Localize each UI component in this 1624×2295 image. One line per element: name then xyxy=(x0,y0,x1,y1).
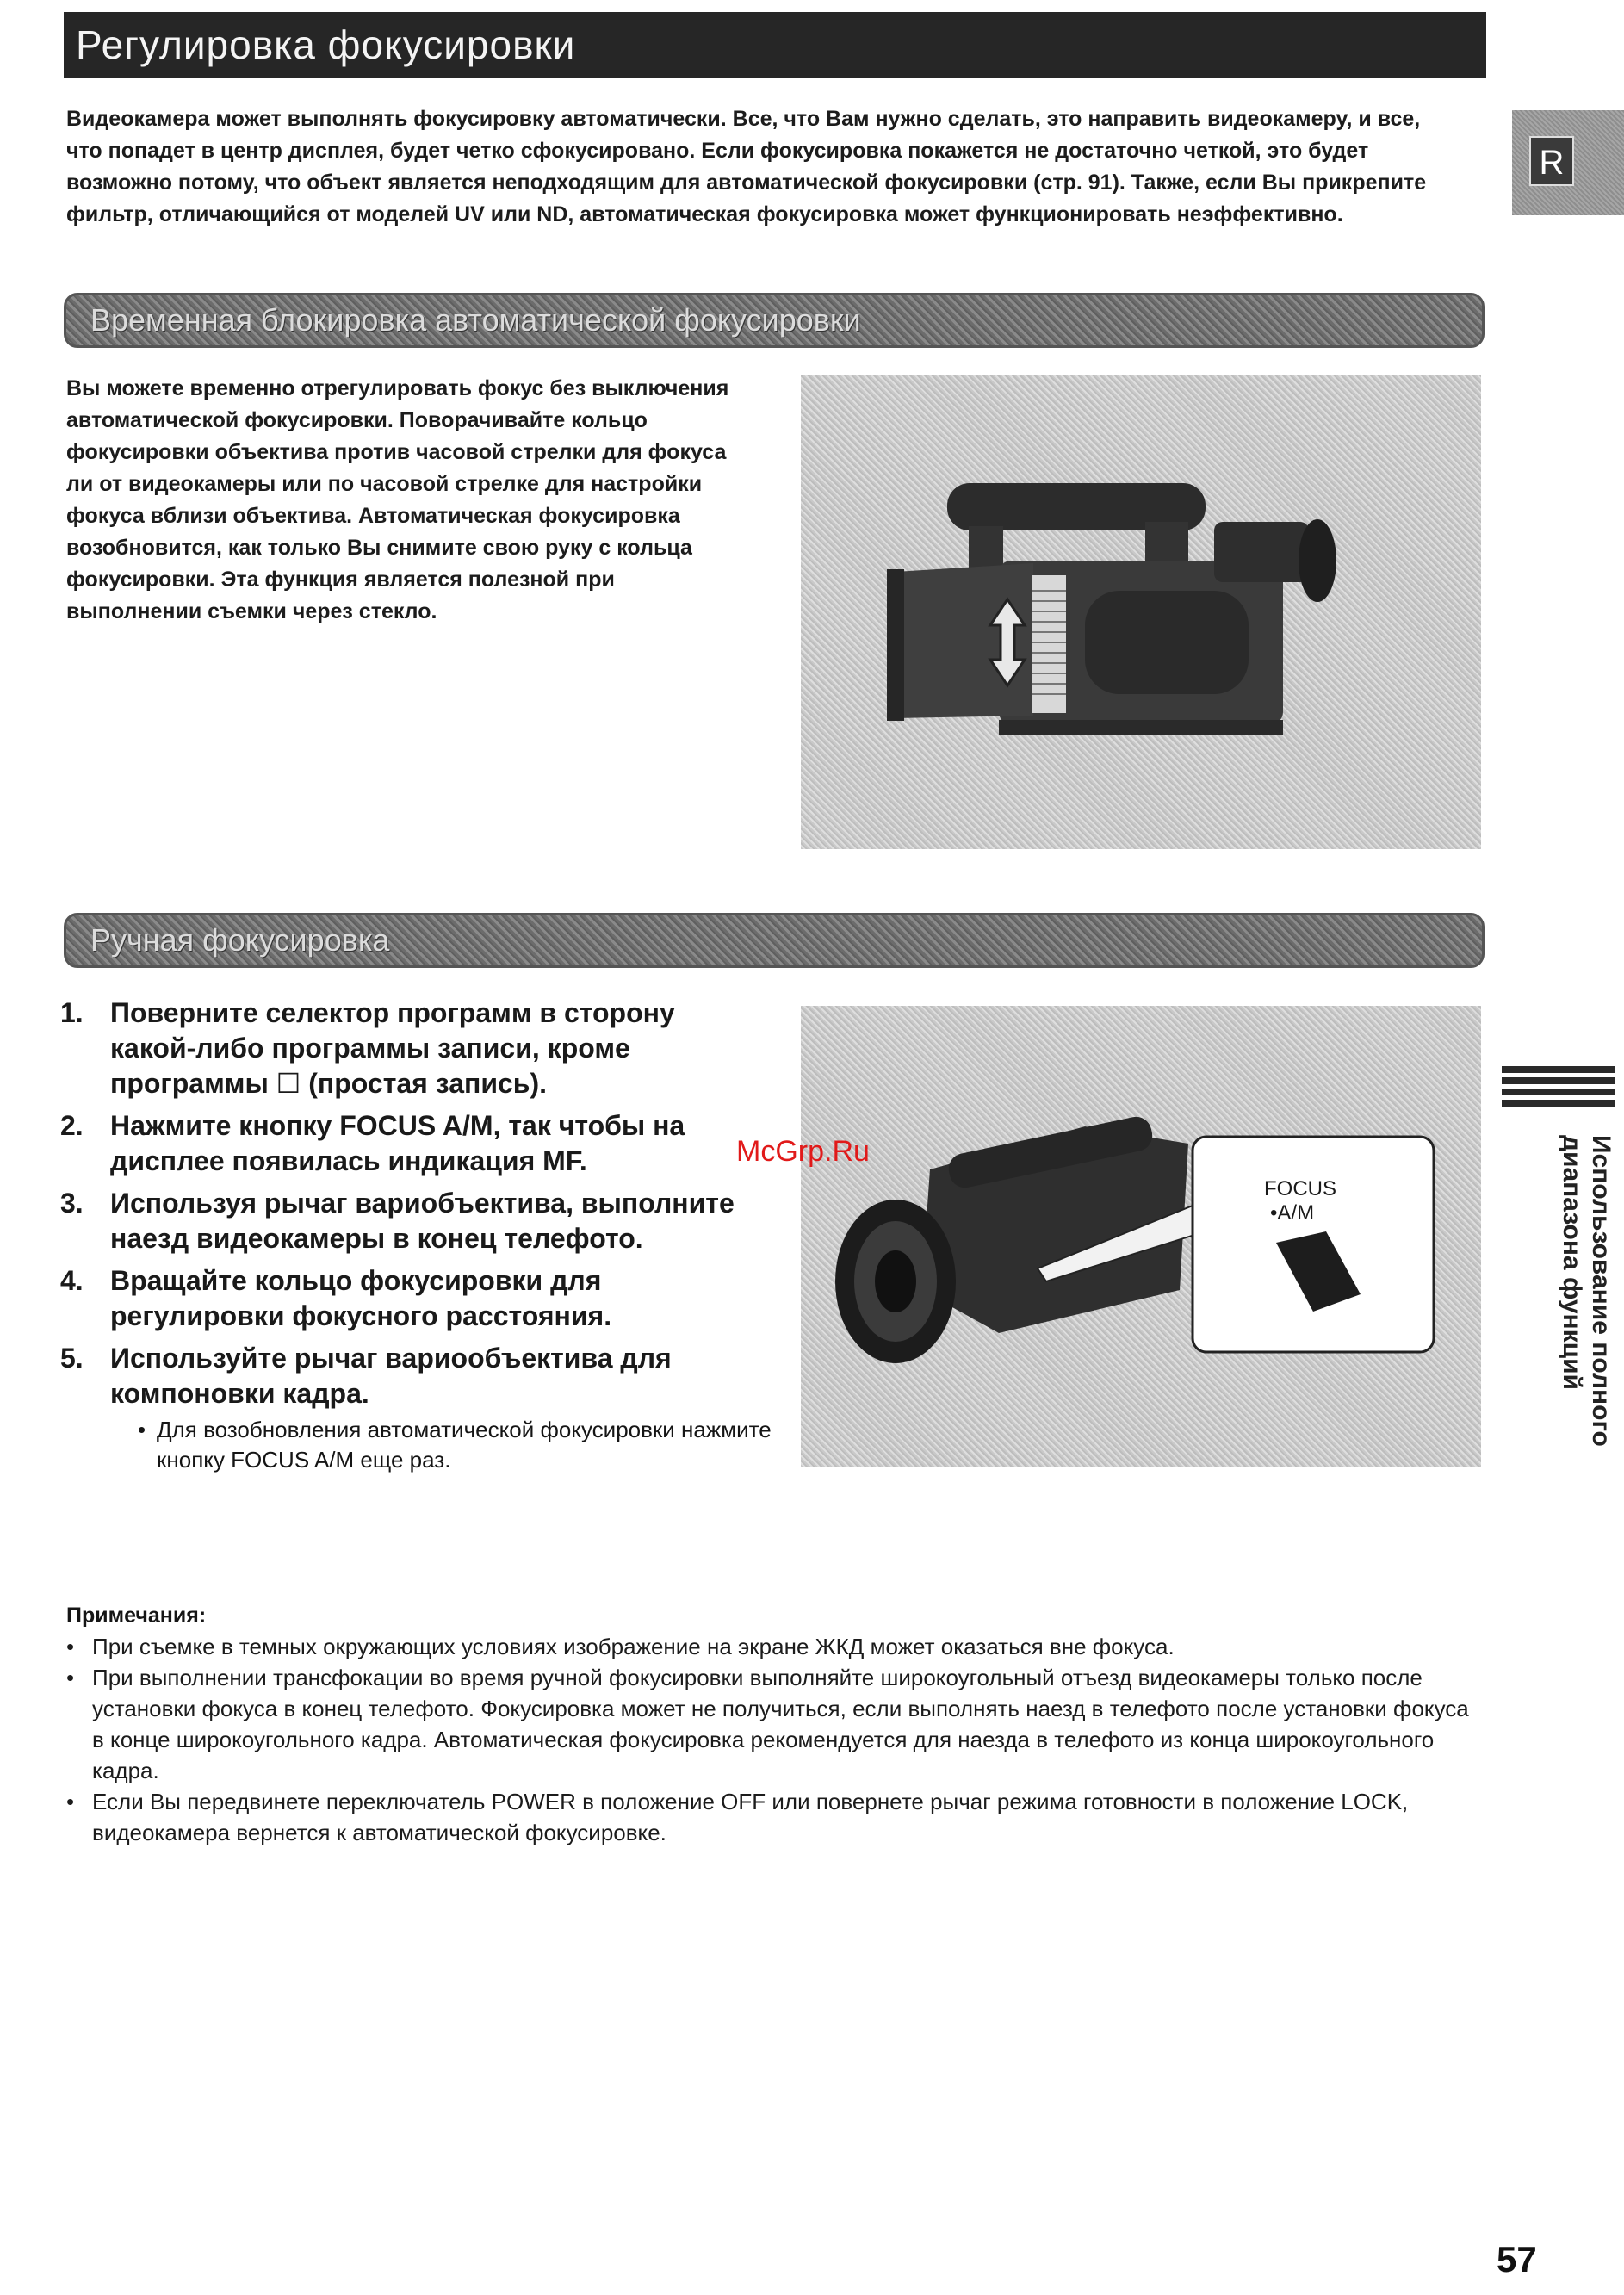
step-number: 3. xyxy=(60,1188,84,1219)
bullet: • xyxy=(138,1417,146,1442)
bullet: • xyxy=(66,1634,75,1659)
note-item xyxy=(66,1662,1478,1786)
step-number: 1. xyxy=(60,997,84,1028)
language-tab xyxy=(1512,110,1624,215)
step-number: 5. xyxy=(60,1343,84,1374)
chapter-label xyxy=(1486,1135,1615,1462)
step-text: Используйте рычаг вариообъектива для компоновки кадра. xyxy=(110,1343,672,1409)
camcorder-side-illustration xyxy=(801,375,1481,849)
language-tab-letter: R xyxy=(1529,136,1574,186)
lens-front xyxy=(887,569,904,721)
bullet: • xyxy=(66,1789,75,1814)
chapter-bar xyxy=(1502,1089,1615,1095)
step-item xyxy=(60,996,749,1101)
chapter-label-text: Использование полного диапазона функций xyxy=(1558,1135,1615,1447)
focus-ring xyxy=(1032,575,1066,713)
viewfinder xyxy=(1214,522,1309,582)
chapter-bar xyxy=(1502,1066,1615,1073)
step-text: Поверните селектор программ в сторону какой-либо программы записи, кроме программы ☐ (простая запись). xyxy=(110,997,675,1099)
step-number: 4. xyxy=(60,1265,84,1296)
step-note xyxy=(138,1415,811,1475)
step-item xyxy=(60,1108,749,1179)
camera-focus-ring-photo xyxy=(801,375,1481,849)
notes-section xyxy=(66,1600,1478,1848)
page-title: Регулировка фокусировки xyxy=(64,12,1486,78)
callout-label-am: •A/M xyxy=(1270,1201,1315,1225)
note-item xyxy=(66,1631,1478,1662)
eyecup xyxy=(1299,519,1336,602)
camera-base xyxy=(999,720,1283,735)
callout-label-focus: FOCUS xyxy=(1264,1177,1336,1200)
grip-strap xyxy=(1085,591,1249,694)
step-note-text: Для возобновления автоматической фокусировки нажмите кнопку FOCUS A/M еще раз. xyxy=(157,1417,772,1473)
camera-focus-button-photo xyxy=(801,1006,1481,1467)
step-item xyxy=(60,1341,749,1411)
watermark: McGrp.Ru xyxy=(736,1135,870,1168)
section1-paragraph: Вы можете временно отрегулировать фокус без выключения автоматической фокусировки. Поворачивайте кольцо фокусировки объектива против часовой стрелки для фокуса ли от видеокамеры или по часовой стрелке для настройки фокуса вблизи объектива. Автоматическая фокусировка возобновится, как только Вы снимите свою руку с кольца фокусировки. Эта функция является полезной при выполнении съемки через стекло. xyxy=(66,376,729,623)
step-text: Вращайте кольцо фокусировки для регулировки фокусного расстояния. xyxy=(110,1265,612,1331)
intro-paragraph: Видеокамера может выполнять фокусировку автоматически. Все, что Вам нужно сделать, это направить видеокамеру, и все, что попадет в центр дисплея, будет четко сфокусировано. Если фокусировка покажется не достаточно четкой, это будет возможно потому, что объект является неподходящим для автоматической фокусировки (стр. 91). Также, если Вы прикрепите фильтр, отличающийся от моделей UV или ND, автоматическая фокусировка может функционировать неэффективно. xyxy=(66,107,1427,226)
step-text: Используя рычаг вариобъектива, выполните наезд видеокамеры в конец телефото. xyxy=(110,1188,735,1254)
section-heading-manual-focus: Ручная фокусировка xyxy=(64,913,1485,968)
chapter-bar xyxy=(1502,1077,1615,1084)
lens-center xyxy=(875,1250,916,1312)
step-item xyxy=(60,1263,749,1334)
camcorder-front-illustration xyxy=(801,1006,1481,1467)
note-text: При съемке в темных окружающих условиях изображение на экране ЖКД может оказаться вне фокуса. xyxy=(92,1634,1175,1659)
notes-heading: Примечания: xyxy=(66,1603,207,1628)
page-number: 57 xyxy=(1497,2239,1537,2279)
note-text: При выполнении трансфокации во время ручной фокусировки выполняйте широкоугольный отъезд видеокамеры только после установки фокуса в конец телефото. Фокусировка может не получиться, если выполнять наезд в телефото после установки фокуса в конце широкоугольного кадра. Автоматическая фокусировка рекомендуется для наезда в телефото из конца широкоугольного кадра. xyxy=(92,1665,1469,1783)
note-item xyxy=(66,1786,1478,1848)
section-heading-autofocus-lock: Временная блокировка автоматической фокусировки xyxy=(64,293,1485,348)
note-text: Если Вы передвинете переключатель POWER в положение OFF или повернете рычаг режима готовности в положение LOCK, видеокамера вернется к автоматической фокусировке. xyxy=(92,1789,1409,1845)
bullet: • xyxy=(66,1665,75,1690)
step-number: 2. xyxy=(60,1110,84,1141)
manual-focus-steps xyxy=(60,996,772,1475)
chapter-bars xyxy=(1502,1066,1615,1111)
step-text: Нажмите кнопку FOCUS A/M, так чтобы на дисплее появилась индикация MF. xyxy=(110,1110,685,1176)
step-item xyxy=(60,1186,749,1256)
chapter-bar xyxy=(1502,1100,1615,1107)
